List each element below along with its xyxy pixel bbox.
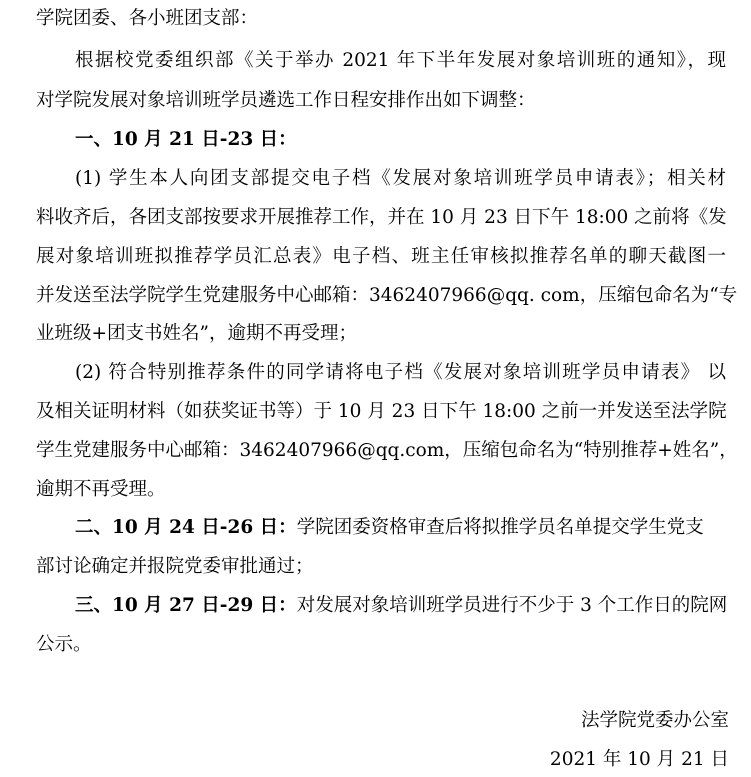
section-1-item-2-line-3: 学生党建服务中心邮箱：3462407966@qq.com，压缩包命名为“特别推荐+姓名”， <box>36 440 738 461</box>
section-1-heading: 一、10 月 21 日-23 日： <box>75 129 297 150</box>
signature-office: 法学院党委办公室 <box>580 710 729 731</box>
signature-date: 2021 年 10 月 21 日 <box>549 749 729 770</box>
salutation: 学院团委、各小班团支部： <box>36 8 259 29</box>
section-2-line-1 <box>75 517 726 539</box>
section-2-text: 学院团委资格审查后将拟推学员名单提交学生党支 <box>296 517 704 538</box>
section-1-item-2-line-4: 逾期不再受理。 <box>36 479 166 500</box>
section-1-item-2-line-1: (2) 符合特别推荐条件的同学请将电子档《发展对象培训班学员申请表》 以 <box>75 362 726 383</box>
section-2-line-2: 部讨论确定并报院党委审批通过； <box>36 556 314 577</box>
intro-line-2: 对学院发展对象培训班学员遴选工作日程安排作出如下调整： <box>36 90 536 111</box>
section-2-heading: 二、10 月 24 日-26 日： <box>75 517 297 538</box>
section-3-line-1 <box>75 595 726 617</box>
section-3-text: 对发展对象培训班学员进行不少于 3 个工作日的院网 <box>296 595 728 616</box>
section-1-item-1-line-5: 业班级+团支书姓名”，逾期不再受理； <box>36 323 357 344</box>
section-3-heading: 三、10 月 27 日-29 日： <box>75 595 297 616</box>
section-1-item-1-line-4: 并发送至法学院学生党建服务中心邮箱：3462407966@qq. com，压缩包命名为“专 <box>36 285 738 306</box>
intro-line-1: 根据校党委组织部《关于举办 2021 年下半年发展对象培训班的通知》，现 <box>75 50 726 71</box>
section-1-item-1-line-3: 展对象培训班拟推荐学员汇总表》电子档、班主任审核拟推荐名单的聊天截图一 <box>36 246 726 267</box>
section-1-item-1-line-2: 料收齐后，各团支部按要求开展推荐工作，并在 10 月 23 日下午 18:00 之前将《发 <box>36 207 727 228</box>
section-3-line-2: 公示。 <box>36 634 92 655</box>
section-1-item-1-line-1: (1) 学生本人向团支部提交电子档《发展对象培训班学员申请表》；相关材 <box>75 168 726 189</box>
section-1-item-2-line-2: 及相关证明材料（如获奖证书等）于 10 月 23 日下午 18:00 之前一并发送至法学院 <box>36 401 727 422</box>
